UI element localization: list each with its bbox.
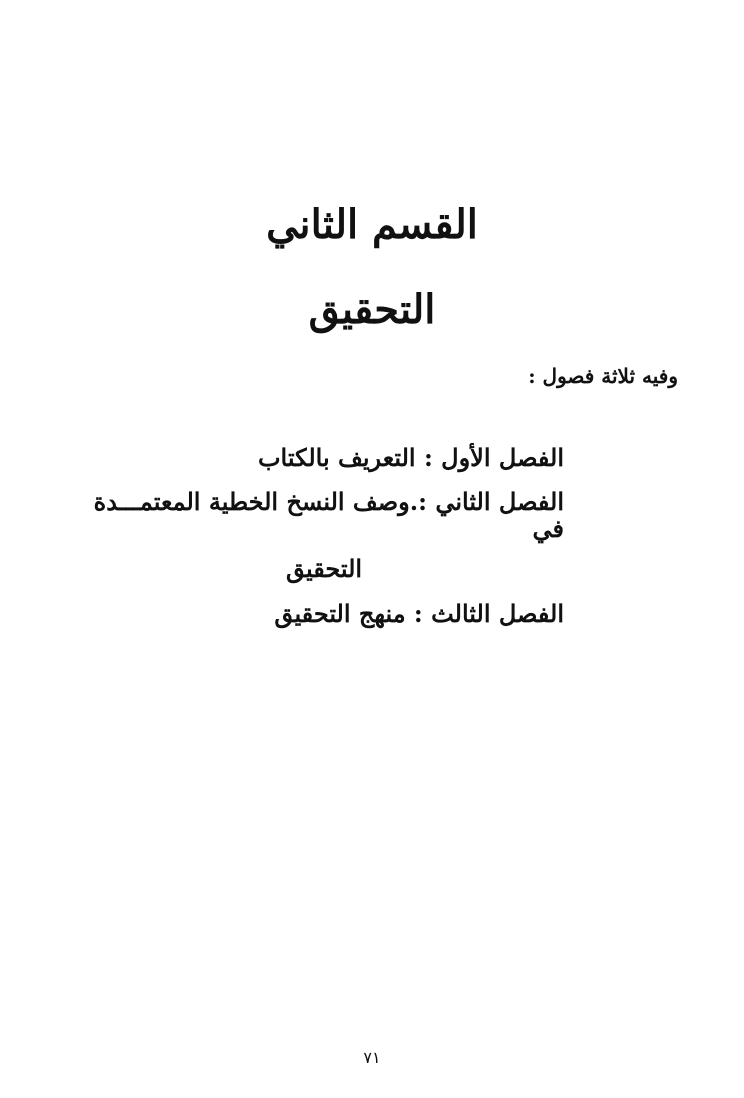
chapter-two-text: الفصل الثاني :.وصف النسخ الخطية المعتمـــدة في: [93, 487, 564, 543]
intro-text: وفيه ثلاثة فصول :: [528, 364, 678, 388]
section-title: القسم الثاني: [266, 201, 478, 248]
chapter-one-text: الفصل الأول : التعريف بالكتاب: [257, 443, 564, 472]
section-subtitle: التحقيق: [308, 286, 436, 333]
chapter-item: [84, 445, 564, 471]
page-number: ٧١: [363, 1048, 381, 1067]
chapter-list: [84, 445, 564, 645]
chapter-two-continuation: التحقيق: [285, 554, 363, 584]
chapter-item: [84, 598, 564, 628]
chapter-item: [84, 489, 564, 582]
chapter-three-text: الفصل الثالث : منهج التحقيق: [274, 598, 564, 628]
